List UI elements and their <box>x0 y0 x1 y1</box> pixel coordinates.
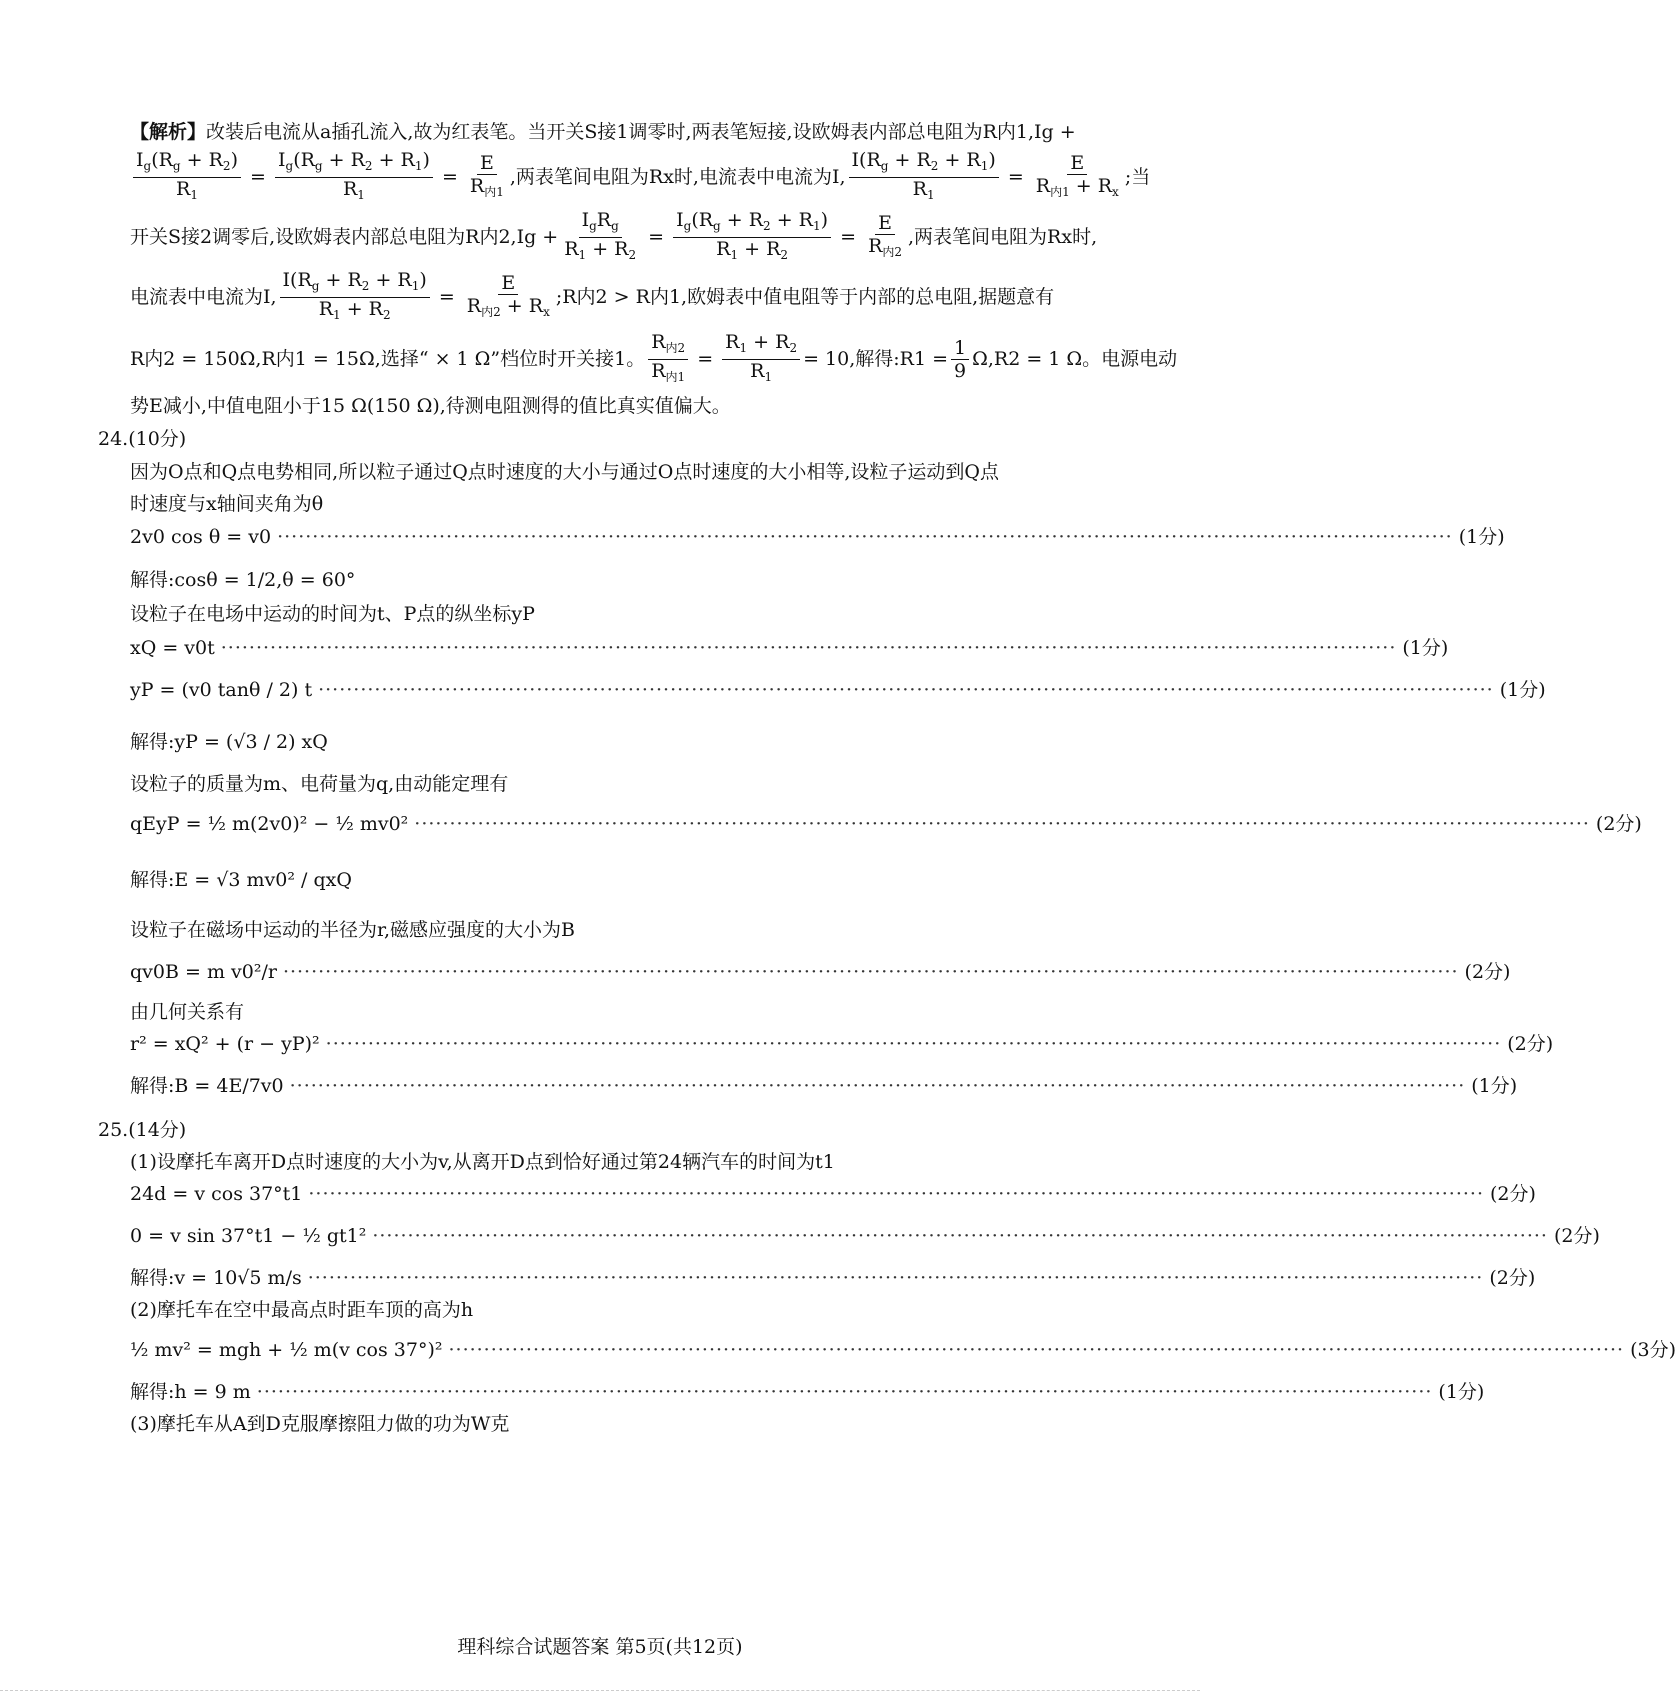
q25-title: 25.(14分) <box>98 1119 187 1141</box>
q25-eq5: 解得:h = 9 m <box>130 1381 251 1403</box>
fraction-e-rnei1: $\frac{E}{R_{内1}}$ <box>469 151 504 199</box>
q24-score-3: (1分) <box>1499 679 1546 701</box>
q25-eq1: 24d = v cos 37°t1 <box>130 1183 303 1205</box>
analysis-line-3: 开关S接2调零后,设欧姆表内部总电阻为R内2,Ig + $\frac{I_gR_g}{R_1 + R_2}$ = $\frac{I_g(R_g + R_2 + R_1)}{R_1 + R_2}$ = $\frac{E}{R_{内2}}$ ,两表笔间电阻为Rx时, <box>130 212 1110 262</box>
analysis-text-1: 改装后电流从a插孔流入,故为红表笔。当开关S接1调零时,两表笔短接,设欧姆表内部总电阻为R内1,Ig + <box>206 121 1076 143</box>
q24-eq6: r² = xQ² + (r − yP)² <box>130 1033 320 1055</box>
q24-intro-1: 因为O点和Q点电势相同,所以粒子通过Q点时速度的大小与通过O点时速度的大小相等,设粒子运动到Q点 <box>130 461 999 483</box>
leader-dots: ······································································································································································· <box>414 813 1590 835</box>
q24-eq2-row <box>130 634 1449 662</box>
q24-eq5: qv0B = m v0²/r <box>130 961 277 983</box>
q24-score-4: (2分) <box>1595 813 1642 835</box>
analysis-line-5: R内2 = 150Ω,R内1 = 15Ω,选择“ × 1 Ω”档位时开关接1。 $\frac{R_{内2}}{R_{内1}}$ = $\frac{R_1 + R_2}{R_1}$ = 10,解得:R1 = $\frac{1}{9}$ Ω,R2 = 1 Ω。电源电动 <box>130 334 1110 384</box>
fraction-ig-r1r2: $\frac{I_g(R_g + R_2 + R_1)}{R_1 + R_2}$ <box>673 209 831 266</box>
q24-text-5: 由几何关系有 <box>130 1001 245 1023</box>
q25-eq4: ½ mv² = mgh + ½ m(v cos 37°)² <box>130 1339 443 1361</box>
q24-score-2: (1分) <box>1402 637 1449 659</box>
q25-text-1: (1)设摩托车离开D点时速度的大小为v,从离开D点到恰好通过第24辆汽车的时间为t1 <box>130 1151 835 1173</box>
fraction-rnei-ratio: $\frac{R_{内2}}{R_{内1}}$ <box>648 331 688 388</box>
leader-dots: ······································································································································································· <box>282 961 1459 983</box>
q25-eq5-row <box>130 1378 1485 1406</box>
q24-eq2: xQ = v0t <box>130 637 215 659</box>
analysis-text-4a: 电流表中电流为I, <box>130 286 277 308</box>
analysis-text-3b: ,两表笔间电阻为Rx时, <box>908 226 1098 248</box>
analysis-text-2: ,两表笔间电阻为Rx时,电流表中电流为I, <box>509 166 846 188</box>
analysis-text-3a: 开关S接2调零后,设欧姆表内部总电阻为R内2,Ig + <box>130 226 559 248</box>
q25-text-2: (2)摩托车在空中最高点时距车顶的高为h <box>130 1299 474 1321</box>
leader-dots: ······································································································································································· <box>277 526 1453 548</box>
analysis-line-2: $\frac{I_g(R_g + R_2)}{R_1}$ = $\frac{I_g(R_g + R_2 + R_1)}{R_1}$ = $\frac{E}{R_{内1}}$ ,两表笔间电阻为Rx时,电流表中电流为I, $\frac{I(R_g + R_2 + R_1)}{R_1}$ = $\frac{E}{R_{内1} + R_x}$ ;当 <box>130 152 1110 202</box>
q24-eq6-row <box>130 1030 1554 1058</box>
analysis-text-5c: Ω,R2 = 1 Ω。电源电动 <box>972 348 1178 370</box>
analysis-line-4: 电流表中电流为I, $\frac{I(R_g + R_2 + R_1)}{R_1 + R_2}$ = $\frac{E}{R_{内2} + R_x}$ ;R内2 > R内1,欧姆表中值电阻等于内部的总电阻,据题意有 <box>130 272 1110 322</box>
leader-dots: ······································································································································································· <box>325 1033 1502 1055</box>
q24-score-7: (1分) <box>1471 1075 1518 1097</box>
page-footer: 理科综合试题答案 第5页(共12页) <box>457 1636 743 1658</box>
leader-dots: ······································································································································································· <box>307 1267 1484 1289</box>
analysis-text-4b: ;R内2 > R内1,欧姆表中值电阻等于内部的总电阻,据题意有 <box>555 286 1055 308</box>
analysis-heading: 【解析】 <box>130 121 207 143</box>
q24-sol3: 解得:E = √3 mv0² / qxQ <box>130 869 352 891</box>
fraction-i-r1: $\frac{I(R_g + R_2 + R_1)}{R_1}$ <box>849 149 999 206</box>
q25-eq3: 解得:v = 10√5 m/s <box>130 1267 302 1289</box>
fraction-total-r1: $\frac{I_g(R_g + R_2 + R_1)}{R_1}$ <box>275 149 433 206</box>
q25-eq2-row <box>130 1222 1600 1250</box>
q25-eq4-row <box>130 1336 1676 1364</box>
q24-intro-2: 时速度与x轴间夹角为θ <box>130 493 324 515</box>
q24-text-4: 设粒子在磁场中运动的半径为r,磁感应强度的大小为B <box>130 919 575 941</box>
q25-score-4: (3分) <box>1630 1339 1676 1361</box>
q24-text-2: 设粒子在电场中运动的时间为t、P点的纵坐标yP <box>130 603 535 625</box>
analysis-line-1 <box>130 118 1110 146</box>
leader-dots: ······································································································································································· <box>318 679 1494 701</box>
q24-eq7-row <box>130 1072 1518 1100</box>
q24-eq5-row <box>130 958 1511 986</box>
leader-dots: ······································································································································································· <box>308 1183 1484 1205</box>
q25-eq1-row <box>130 1180 1536 1208</box>
leader-dots: ······································································································································································· <box>448 1339 1625 1361</box>
q25-score-2: (2分) <box>1553 1225 1600 1247</box>
page-edge-divider <box>0 1690 1200 1697</box>
q24-eq4-row <box>130 810 1642 838</box>
fraction-igrg: $\frac{I_gR_g}{R_1 + R_2}$ <box>564 208 637 262</box>
q25-eq3-row <box>130 1264 1536 1292</box>
q24-score-6: (2分) <box>1507 1033 1554 1055</box>
q24-sol2: 解得:yP = (√3 / 2) xQ <box>130 731 328 753</box>
q24-eq1-row <box>130 523 1505 551</box>
q24-eq3: yP = (v0 tanθ / 2) t <box>130 679 313 701</box>
q24-eq1: 2v0 cos θ = v0 <box>130 526 272 548</box>
leader-dots: ······································································································································································· <box>220 637 1397 659</box>
analysis-text-5a: R内2 = 150Ω,R内1 = 15Ω,选择“ × 1 Ω”档位时开关接1。 <box>130 348 646 370</box>
analysis-line-6: 势E减小,中值电阻小于15 Ω(150 Ω),待测电阻测得的值比真实值偏大。 <box>130 395 731 417</box>
fraction-ig-r1: $\frac{I_g(R_g + R_2)}{R_1}$ <box>133 149 241 206</box>
q24-eq7: 解得:B = 4E/7v0 <box>130 1075 284 1097</box>
q24-score-5: (2分) <box>1464 961 1511 983</box>
q24-sol1: 解得:cosθ = 1/2,θ = 60° <box>130 569 356 591</box>
leader-dots: ······································································································································································· <box>372 1225 1548 1247</box>
fraction-e-rnei2-rx: $\frac{E}{R_{内2} + R_x}$ <box>466 271 550 319</box>
fraction-one-ninth: $\frac{1}{9}$ <box>951 337 969 382</box>
fraction-e-rnei1-rx: $\frac{E}{R_{内1} + R_x}$ <box>1035 151 1119 199</box>
fraction-e-rnei2: $\frac{E}{R_{内2}}$ <box>868 211 903 259</box>
q24-score-1: (1分) <box>1458 526 1505 548</box>
q25-score-5: (1分) <box>1438 1381 1485 1403</box>
q24-title: 24.(10分) <box>98 428 187 450</box>
q25-score-3: (2分) <box>1489 1267 1536 1289</box>
fraction-i-r1r2: $\frac{I(R_g + R_2 + R_1)}{R_1 + R_2}$ <box>280 269 430 326</box>
q24-eq4: qEyP = ½ m(2v0)² − ½ mv0² <box>130 813 409 835</box>
analysis-text-5b: = 10,解得:R1 = <box>803 348 949 370</box>
fraction-r1r2-r1: $\frac{R_1 + R_2}{R_1}$ <box>722 331 800 388</box>
q25-text-3: (3)摩托车从A到D克服摩擦阻力做的功为W克 <box>130 1413 510 1435</box>
leader-dots: ······································································································································································· <box>256 1381 1433 1403</box>
q25-eq2: 0 = v sin 37°t1 − ½ gt1² <box>130 1225 367 1247</box>
q25-score-1: (2分) <box>1490 1183 1536 1205</box>
q24-text-3: 设粒子的质量为m、电荷量为q,由动能定理有 <box>130 773 509 795</box>
leader-dots: ······································································································································································· <box>289 1075 1466 1097</box>
q24-eq3-row <box>130 676 1546 704</box>
